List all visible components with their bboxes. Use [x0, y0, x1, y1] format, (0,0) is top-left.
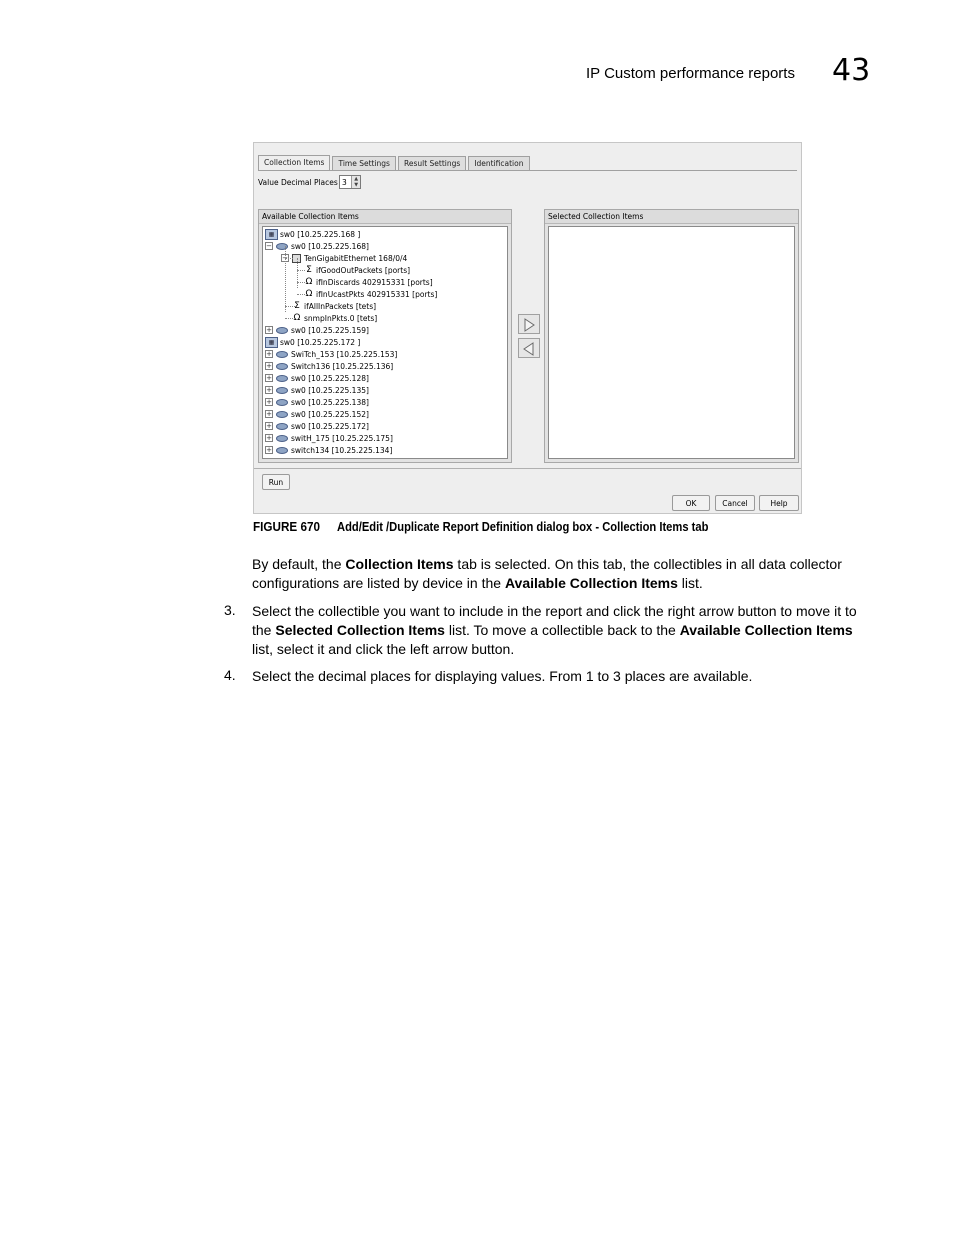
expand-icon[interactable]: +: [266, 386, 272, 394]
tab-bar: [258, 155, 532, 171]
tree-item-label: sw0 [10.25.225.172]: [291, 421, 369, 431]
tree-item[interactable]: [265, 372, 369, 384]
switch-device-icon: [276, 363, 288, 370]
tree-item-label: ifInUcastPkts 402915331 [ports]: [316, 289, 438, 299]
help-button[interactable]: Help: [759, 495, 799, 511]
tree-item[interactable]: [265, 432, 393, 444]
tree-item[interactable]: [265, 396, 369, 408]
collapse-icon[interactable]: −: [282, 254, 288, 262]
tree-guide-line: [297, 270, 305, 271]
figure-caption: Add/Edit /Duplicate Report Definition dialog box - Collection Items tab: [337, 519, 709, 534]
step-number-3: 3.: [224, 602, 236, 618]
tree-item-label: Switch136 [10.25.225.136]: [291, 361, 394, 371]
tree-item-label: sw0 [10.25.225.172 ]: [280, 337, 361, 347]
expand-icon[interactable]: +: [266, 350, 272, 358]
omega-icon: Ω: [293, 313, 301, 323]
tree-item-label: sw0 [10.25.225.138]: [291, 397, 369, 407]
tree-item-label: sw0 [10.25.225.152]: [291, 409, 369, 419]
tree-item-label: sw0 [10.25.225.159]: [291, 325, 369, 335]
tree-item-label: switch134 [10.25.225.134]: [291, 445, 393, 455]
paragraph-default-tab: By default, the Collection Items tab is selected. On this tab, the collectibles in all data collector configurations are listed by device in the Available Collection Items list.: [252, 556, 842, 591]
step-4-text: Select the decimal places for displaying values. From 1 to 3 places are available.: [252, 668, 753, 684]
report-definition-dialog: [253, 142, 802, 514]
tree-item-label: ifGoodOutPackets [ports]: [316, 265, 411, 275]
tree-item[interactable]: [265, 348, 397, 360]
switch-device-icon: [276, 447, 288, 454]
tree-item[interactable]: [265, 240, 369, 252]
move-right-button[interactable]: [518, 314, 540, 334]
spinner-down-icon[interactable]: ▼: [354, 182, 359, 188]
expand-icon[interactable]: +: [266, 362, 272, 370]
available-items-title: Available Collection Items: [259, 210, 511, 224]
running-header-title: IP Custom performance reports: [586, 65, 795, 82]
tab-divider: [258, 170, 797, 171]
tree-guide-line: [297, 294, 305, 295]
tree-item[interactable]: [265, 420, 369, 432]
tree-item-label: TenGigabitEthernet 168/0/4: [304, 253, 408, 263]
tree-item[interactable]: [265, 336, 360, 348]
tree-item[interactable]: [304, 264, 410, 276]
arrow-right-icon: [523, 318, 535, 332]
tree-item[interactable]: [265, 444, 392, 456]
selected-items-title: Selected Collection Items: [545, 210, 798, 224]
tree-item-label: sw0 [10.25.225.135]: [291, 385, 369, 395]
tree-guide-line: [285, 318, 295, 319]
selected-items-list[interactable]: [548, 226, 795, 459]
spinner-up-icon[interactable]: ▲: [354, 176, 359, 182]
decimal-places-spinner[interactable]: [339, 175, 361, 189]
tab-identification[interactable]: Identification: [468, 156, 529, 171]
switch-device-icon: [276, 375, 288, 382]
switch-device-icon: [276, 387, 288, 394]
tree-item-label: switH_175 [10.25.225.175]: [291, 433, 393, 443]
tree-item[interactable]: [292, 300, 376, 312]
tree-item[interactable]: [292, 312, 377, 324]
decimal-places-label: Value Decimal Places: [258, 178, 338, 187]
tree-guide-line: [297, 258, 298, 288]
tree-item-label: snmpInPkts.0 [tets]: [304, 313, 378, 323]
tree-item[interactable]: [265, 324, 369, 336]
tree-item[interactable]: [265, 228, 360, 240]
omega-icon: Ω: [305, 277, 313, 287]
tree-item-label: SwiTch_153 [10.25.225.153]: [291, 349, 398, 359]
sum-icon: Σ: [294, 301, 300, 311]
arrow-left-icon: [523, 342, 535, 356]
step-3-text: Select the collectible you want to include in the report and click the right arrow button to move it to the Selected Collection Items list. To move a collectible back to the Available Collection Items list, select it and click the left arrow button.: [252, 603, 857, 657]
switch-device-icon: [276, 327, 288, 334]
switch-device-icon: [276, 351, 288, 358]
switch-device-icon: [276, 435, 288, 442]
ok-button[interactable]: OK: [672, 495, 710, 511]
tree-item-label: sw0 [10.25.225.168]: [291, 241, 369, 251]
figure-label: FIGURE 670: [253, 519, 320, 534]
tree-item[interactable]: [304, 288, 437, 300]
tree-item[interactable]: [281, 252, 407, 264]
tree-item[interactable]: [265, 384, 369, 396]
sum-icon: Σ: [306, 265, 312, 275]
omega-icon: Ω: [305, 289, 313, 299]
tab-collection-items[interactable]: Collection Items: [258, 155, 330, 171]
run-button[interactable]: Run: [262, 474, 290, 490]
collapse-icon[interactable]: −: [266, 242, 272, 250]
selected-collection-items-panel: [544, 209, 799, 463]
switch-device-icon: [276, 411, 288, 418]
available-collection-items-panel: [258, 209, 512, 463]
tree-item[interactable]: [265, 408, 369, 420]
fabric-icon: ▦: [265, 337, 278, 348]
expand-icon[interactable]: +: [266, 410, 272, 418]
decimal-places-value[interactable]: 3: [342, 178, 347, 187]
tree-item[interactable]: [304, 276, 433, 288]
tree-item[interactable]: [265, 360, 393, 372]
step-number-4: 4.: [224, 667, 236, 683]
expand-icon[interactable]: +: [266, 326, 272, 334]
switch-device-icon: [276, 423, 288, 430]
expand-icon[interactable]: +: [266, 422, 272, 430]
expand-icon[interactable]: +: [266, 374, 272, 382]
tree-item-label: sw0 [10.25.225.168 ]: [280, 229, 361, 239]
cancel-button[interactable]: Cancel: [715, 495, 755, 511]
tree-guide-line: [285, 246, 286, 312]
expand-icon[interactable]: +: [266, 398, 272, 406]
tree-guide-line: [297, 282, 305, 283]
available-items-tree[interactable]: [262, 226, 508, 459]
chapter-number: 43: [832, 53, 871, 88]
tree-item-label: ifAllInPackets [tets]: [304, 301, 377, 311]
tab-result-settings[interactable]: Result Settings: [398, 156, 466, 171]
tab-time-settings[interactable]: Time Settings: [332, 156, 396, 171]
expand-icon[interactable]: +: [266, 434, 272, 442]
expand-icon[interactable]: +: [266, 446, 272, 454]
switch-device-icon: [276, 243, 288, 250]
tree-guide-line: [285, 306, 295, 307]
dialog-separator: [254, 468, 801, 469]
tree-item-label: sw0 [10.25.225.128]: [291, 373, 369, 383]
switch-device-icon: [276, 399, 288, 406]
move-left-button[interactable]: [518, 338, 540, 358]
fabric-icon: ▦: [265, 229, 278, 240]
tree-item-label: ifInDiscards 402915331 [ports]: [316, 277, 433, 287]
tree-guide-line: [285, 258, 293, 259]
